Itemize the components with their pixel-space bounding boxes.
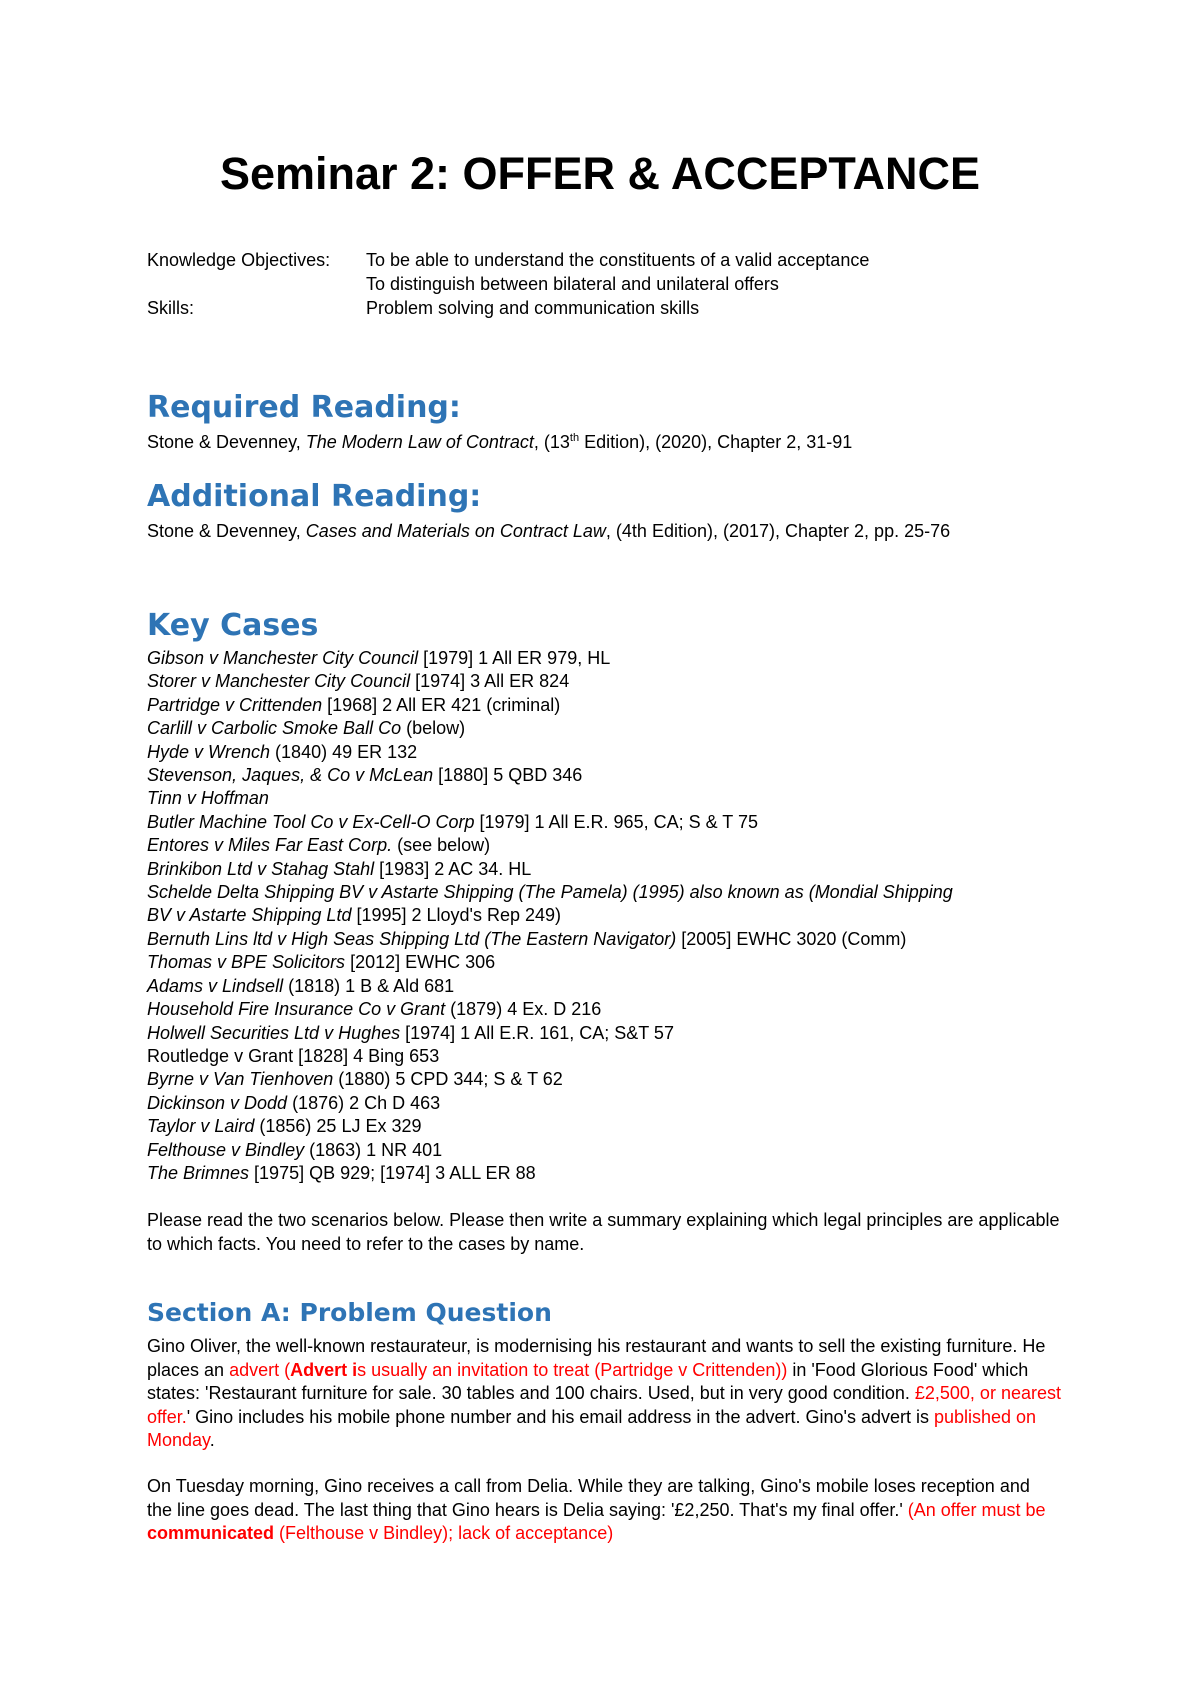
- case-item: [147, 1092, 953, 1115]
- case-name: Bernuth Lins ltd v High Seas Shipping Ltd (The Eastern Navigator): [147, 928, 677, 949]
- objective-text: Problem solving and communication skills: [366, 298, 700, 318]
- case-item: [147, 811, 953, 834]
- case-citation: (1880) 5 CPD 344; S & T 62: [333, 1069, 563, 1090]
- annotation-text: £2,500, or nearest offer.: [147, 1383, 1061, 1427]
- case-item: [147, 928, 953, 951]
- objective-label: [147, 272, 366, 296]
- case-citation: [1995] 2 Lloyd's Rep 249): [351, 905, 562, 926]
- case-name: Felthouse v Bindley: [147, 1139, 305, 1160]
- case-name: Taylor v Laird: [147, 1116, 255, 1137]
- case-name: Household Fire Insurance Co v Grant: [147, 999, 446, 1020]
- objectives-block: [147, 248, 869, 320]
- reading-details: , (4th Edition), (2017), Chapter 2, pp. 25-76: [605, 521, 951, 541]
- case-citation: [1968] 2 All ER 421 (criminal): [322, 694, 561, 715]
- case-item: [147, 975, 953, 998]
- scenario-paragraph-2: [147, 1475, 1057, 1546]
- objective-row: [147, 248, 869, 272]
- case-citation: [2005] EWHC 3020 (Comm): [676, 928, 907, 949]
- reading-edition: , (13: [533, 432, 570, 452]
- case-citation: [1975] QB 929; [1974] 3 ALL ER 88: [249, 1162, 536, 1183]
- reading-details: Edition), (2020), Chapter 2, 31-91: [579, 432, 853, 452]
- case-citation: [1979] 1 All E.R. 965, CA; S & T 75: [474, 811, 758, 832]
- case-item: [147, 1139, 953, 1162]
- additional-reading-text: [147, 520, 1087, 544]
- objective-text: To distinguish between bilateral and unilateral offers: [366, 274, 779, 294]
- case-name: Hyde v Wrench: [147, 741, 271, 762]
- case-citation: [1983] 2 AC 34. HL: [374, 858, 532, 879]
- case-name: Adams v Lindsell: [147, 975, 284, 996]
- scenario-text: ' Gino includes his mobile phone number and his email address in the advert. Gino's advert is: [186, 1406, 934, 1427]
- case-name: Dickinson v Dodd: [147, 1092, 288, 1113]
- additional-reading-heading: Additional Reading:: [147, 479, 482, 514]
- case-citation: (below): [401, 718, 466, 739]
- case-item: [147, 1162, 953, 1185]
- case-item: [147, 858, 953, 881]
- annotation-bold: Advert i: [290, 1359, 358, 1380]
- case-citation: (1879) 4 Ex. D 216: [445, 999, 602, 1020]
- case-item: [147, 694, 953, 717]
- instructions-text: Please read the two scenarios below. Please then write a summary explaining which legal principles are applicable to which facts. You need to refer to the cases by name.: [147, 1210, 1060, 1254]
- key-cases-heading: Key Cases: [147, 608, 319, 643]
- reading-book-title: Cases and Materials on Contract Law: [305, 521, 606, 541]
- annotation-bold: communicated: [147, 1523, 275, 1544]
- reading-edition-suffix: th: [569, 432, 580, 444]
- case-citation: (1856) 25 LJ Ex 329: [254, 1116, 422, 1137]
- case-name: Schelde Delta Shipping BV v Astarte Shipping (The Pamela) (1995) also known as (Mondial Shipping: [147, 882, 953, 903]
- case-item: [147, 647, 953, 670]
- case-name: Entores v Miles Far East Corp.: [147, 835, 393, 856]
- case-name: Gibson v Manchester City Council: [147, 648, 419, 668]
- case-item: [147, 1115, 953, 1138]
- case-name: Thomas v BPE Solicitors: [147, 952, 346, 973]
- case-item: [147, 670, 953, 693]
- objective-label: Skills:: [147, 298, 195, 318]
- objective-row: [147, 272, 869, 296]
- case-name: Tinn v Hoffman: [147, 788, 269, 809]
- annotation-text: (Felthouse v Bindley); lack of acceptance): [274, 1523, 614, 1544]
- case-citation: [1979] 1 All ER 979, HL: [418, 648, 611, 668]
- case-item: [147, 1068, 953, 1091]
- case-name: Carlill v Carbolic Smoke Ball Co: [147, 718, 402, 739]
- case-item: [147, 1022, 953, 1045]
- case-item: [147, 1045, 953, 1068]
- case-name: BV v Astarte Shipping Ltd: [147, 905, 352, 926]
- case-item: [147, 764, 953, 787]
- required-reading-text: [147, 431, 1087, 455]
- case-citation: [1974] 1 All E.R. 161, CA; S&T 57: [400, 1022, 674, 1043]
- case-name: Byrne v Van Tienhoven: [147, 1069, 334, 1090]
- objective-text: To be able to understand the constituents of a valid acceptance: [366, 250, 870, 270]
- case-name: Brinkibon Ltd v Stahag Stahl: [147, 858, 375, 879]
- page-title: Seminar 2: OFFER & ACCEPTANCE: [219, 148, 981, 199]
- case-name: Holwell Securities Ltd v Hughes: [147, 1022, 401, 1043]
- case-citation: (1840) 49 ER 132: [270, 741, 418, 762]
- case-item: [147, 741, 953, 764]
- key-cases-list: [147, 647, 953, 1185]
- reading-author: Stone & Devenney,: [147, 521, 306, 541]
- case-name: Stevenson, Jaques, & Co v McLean: [147, 765, 434, 786]
- scenario-text: .: [209, 1430, 215, 1451]
- case-citation: [1974] 3 All ER 824: [410, 671, 570, 692]
- case-citation: Routledge v Grant [1828] 4 Bing 653: [147, 1045, 440, 1066]
- case-citation: [1880] 5 QBD 346: [433, 765, 583, 786]
- case-name: The Brimnes: [147, 1162, 250, 1183]
- case-item: [147, 951, 953, 974]
- case-item: [147, 787, 953, 810]
- case-item: [147, 834, 953, 857]
- reading-author: Stone & Devenney,: [147, 432, 306, 452]
- scenario-text: Gino Oliver, the well-known restaurateur, is modernising his restaurant and wants to sell the existing furniture. He places an: [147, 1336, 1046, 1380]
- scenario-paragraph-1: [147, 1335, 1082, 1453]
- section-a-heading: Section A: Problem Question: [147, 1298, 552, 1327]
- case-item: [147, 998, 953, 1021]
- scenario-text: in 'Food Glorious Food' which states: 'Restaurant furniture for sale. 30 tables and 100 chairs. Used, but in very good condition.: [147, 1359, 1029, 1404]
- objective-row: [147, 296, 869, 320]
- case-citation: (1876) 2 Ch D 463: [287, 1092, 441, 1113]
- reading-book-title: The Modern Law of Contract: [305, 432, 534, 452]
- case-item: [147, 881, 953, 904]
- case-name: Storer v Manchester City Council: [147, 671, 411, 692]
- required-reading-heading: Required Reading:: [147, 390, 461, 425]
- case-name: Butler Machine Tool Co v Ex-Cell-O Corp: [147, 811, 475, 832]
- case-citation: (1863) 1 NR 401: [304, 1139, 443, 1160]
- annotation-text: published on Monday: [147, 1406, 1037, 1451]
- case-item: [147, 904, 953, 927]
- annotation-text: (An offer must be: [907, 1499, 1046, 1520]
- case-citation: (see below): [392, 835, 491, 856]
- scenario-text: On Tuesday morning, Gino receives a call from Delia. While they are talking, Gino's mobile loses reception and the line goes dead. The last thing that Gino hears is Delia saying: '£2,250. That's my final offer.': [147, 1476, 1030, 1520]
- case-item: [147, 717, 953, 740]
- case-citation: (1818) 1 B & Ald 681: [283, 975, 455, 996]
- annotation-text: advert (: [229, 1359, 291, 1380]
- objective-label: Knowledge Objectives:: [147, 250, 331, 270]
- annotation-text: s usually an invitation to treat (Partridge v Crittenden)): [357, 1359, 788, 1380]
- case-name: Partridge v Crittenden: [147, 694, 323, 715]
- case-citation: [2012] EWHC 306: [345, 952, 496, 973]
